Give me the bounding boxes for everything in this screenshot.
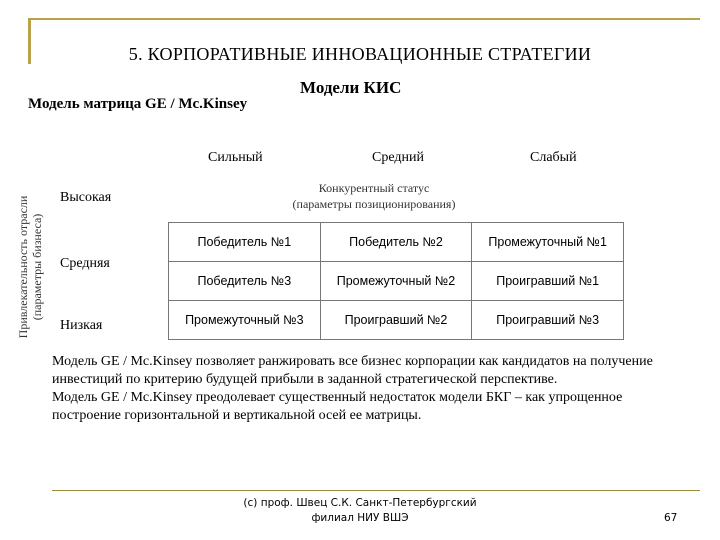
- footer-credit: [220, 496, 500, 526]
- column-header-strong: Сильный: [208, 150, 263, 165]
- footer-divider: [52, 490, 700, 491]
- matrix-row: [169, 262, 624, 301]
- y-axis-label-line1: Привлекательность отрасли: [16, 195, 30, 339]
- row-header-low: Низкая: [60, 318, 103, 333]
- description-paragraph-2: Модель GE / Mc.Kinsey преодолевает существенный недостаток модели БКГ – как упрощенное построение горизонтальной и вертикальной осей ее матрицы.: [52, 390, 623, 423]
- row-header-medium: Средняя: [60, 256, 110, 271]
- x-axis-label: [250, 180, 498, 212]
- footer-line-1: (с) проф. Швец С.К. Санкт-Петербургский: [243, 497, 477, 509]
- description-paragraph-1: Модель GE / Mc.Kinsey позволяет ранжировать все бизнес корпорации как кандидатов на получение инвестиций по критерию будущей прибыли в заданной стратегической перспективе.: [52, 354, 653, 387]
- column-header-medium: Средний: [372, 150, 424, 165]
- matrix-cell: Промежуточный №1: [472, 223, 624, 262]
- matrix-cell: Победитель №1: [169, 223, 321, 262]
- page-number: 67: [664, 512, 678, 524]
- matrix-row: [169, 223, 624, 262]
- description: [52, 353, 682, 425]
- matrix-row: [169, 301, 624, 340]
- matrix-cell: Проигравший №1: [472, 262, 624, 301]
- matrix-cell: Проигравший №3: [472, 301, 624, 340]
- top-decor-line: [28, 18, 700, 20]
- matrix-cell: Победитель №2: [320, 223, 472, 262]
- slide-title: 5. КОРПОРАТИВНЫЕ ИННОВАЦИОННЫЕ СТРАТЕГИИ: [128, 44, 592, 64]
- matrix-cell: Проигравший №2: [320, 301, 472, 340]
- y-axis-label-line2: (параметры бизнеса): [30, 213, 44, 321]
- y-axis-label: [16, 182, 48, 352]
- slide-subtitle: Модели КИС: [300, 78, 402, 97]
- x-axis-label-line1: Конкурентный статус: [318, 181, 430, 195]
- row-header-high: Высокая: [60, 190, 112, 205]
- matrix-cell: Победитель №3: [169, 262, 321, 301]
- ge-mckinsey-matrix: [168, 222, 624, 340]
- matrix-cell: Промежуточный №2: [320, 262, 472, 301]
- x-axis-label-line2: (параметры позиционирования): [292, 197, 456, 211]
- model-label: Модель матрица GE / Mc.Kinsey: [28, 96, 248, 112]
- matrix-cell: Промежуточный №3: [169, 301, 321, 340]
- column-header-weak: Слабый: [530, 150, 577, 165]
- footer-line-2: филиал НИУ ВШЭ: [311, 512, 409, 524]
